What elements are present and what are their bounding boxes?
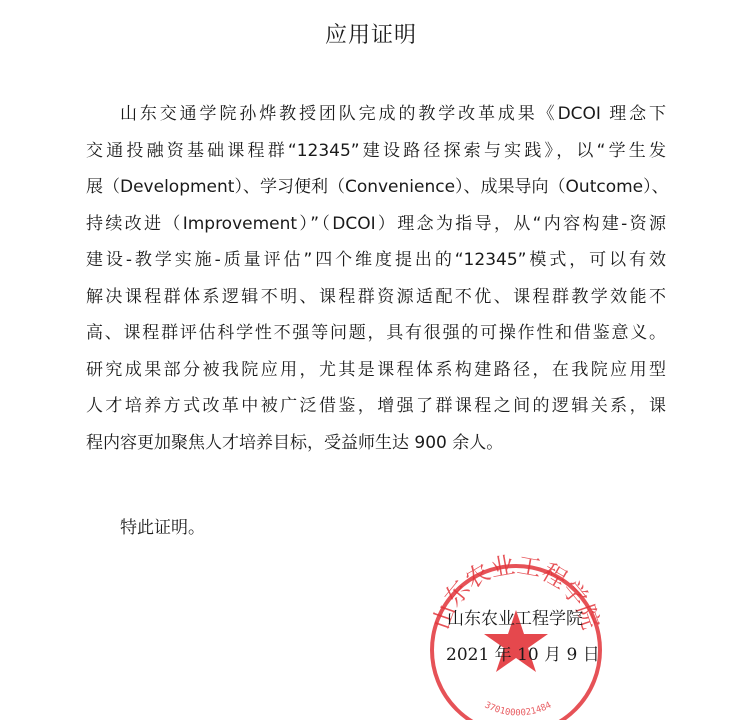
seal-code-text [483, 701, 553, 719]
paragraph-line: 交通投融资基础课程群“12345”建设路径探索与实践》，以“学生发 [86, 140, 666, 161]
paragraph-line: 持续改进（Improvement）”（DCOI）理念为指导，从“内容构建-资源 [86, 213, 666, 234]
body-paragraph [86, 96, 669, 461]
official-seal [412, 540, 612, 720]
paragraph-line: 程内容更加聚焦人才培养目标，受益师生达 900 余人。 [86, 432, 504, 453]
paragraph-line: 山东交通学院孙烨教授团队完成的教学改革成果《DCOI 理念下 [120, 104, 666, 124]
paragraph-line: 人才培养方式改革中被广泛借鉴，增强了群课程之间的逻辑关系，课 [86, 396, 666, 416]
seal-name-path: 山东农业工程学院 [426, 550, 606, 633]
paragraph-line: 研究成果部分被我院应用，尤其是课程体系构建路径，在我院应用型 [86, 359, 666, 380]
closing-statement: 特此证明。 [120, 518, 205, 538]
document-title: 应用证明 [324, 23, 417, 48]
signature-organization: 山东农业工程学院 [447, 609, 583, 629]
paragraph-line: 展（Development）、学习便利（Convenience）、成果导向（Outcome）、 [86, 177, 669, 197]
paragraph-line: 建设-教学实施-质量评估”四个维度提出的“12345”模式，可以有效 [86, 250, 666, 270]
signature-date: 2021 年 10 月 9 日 [446, 645, 600, 665]
paragraph-line: 高、课程群评估科学性不强等问题，具有很强的可操作性和借鉴意义。 [86, 323, 666, 343]
paragraph-line: 解决课程群体系逻辑不明、课程群资源适配不优、课程群教学效能不 [86, 286, 666, 307]
seal-code-path: 3701000021484 [482, 700, 554, 719]
